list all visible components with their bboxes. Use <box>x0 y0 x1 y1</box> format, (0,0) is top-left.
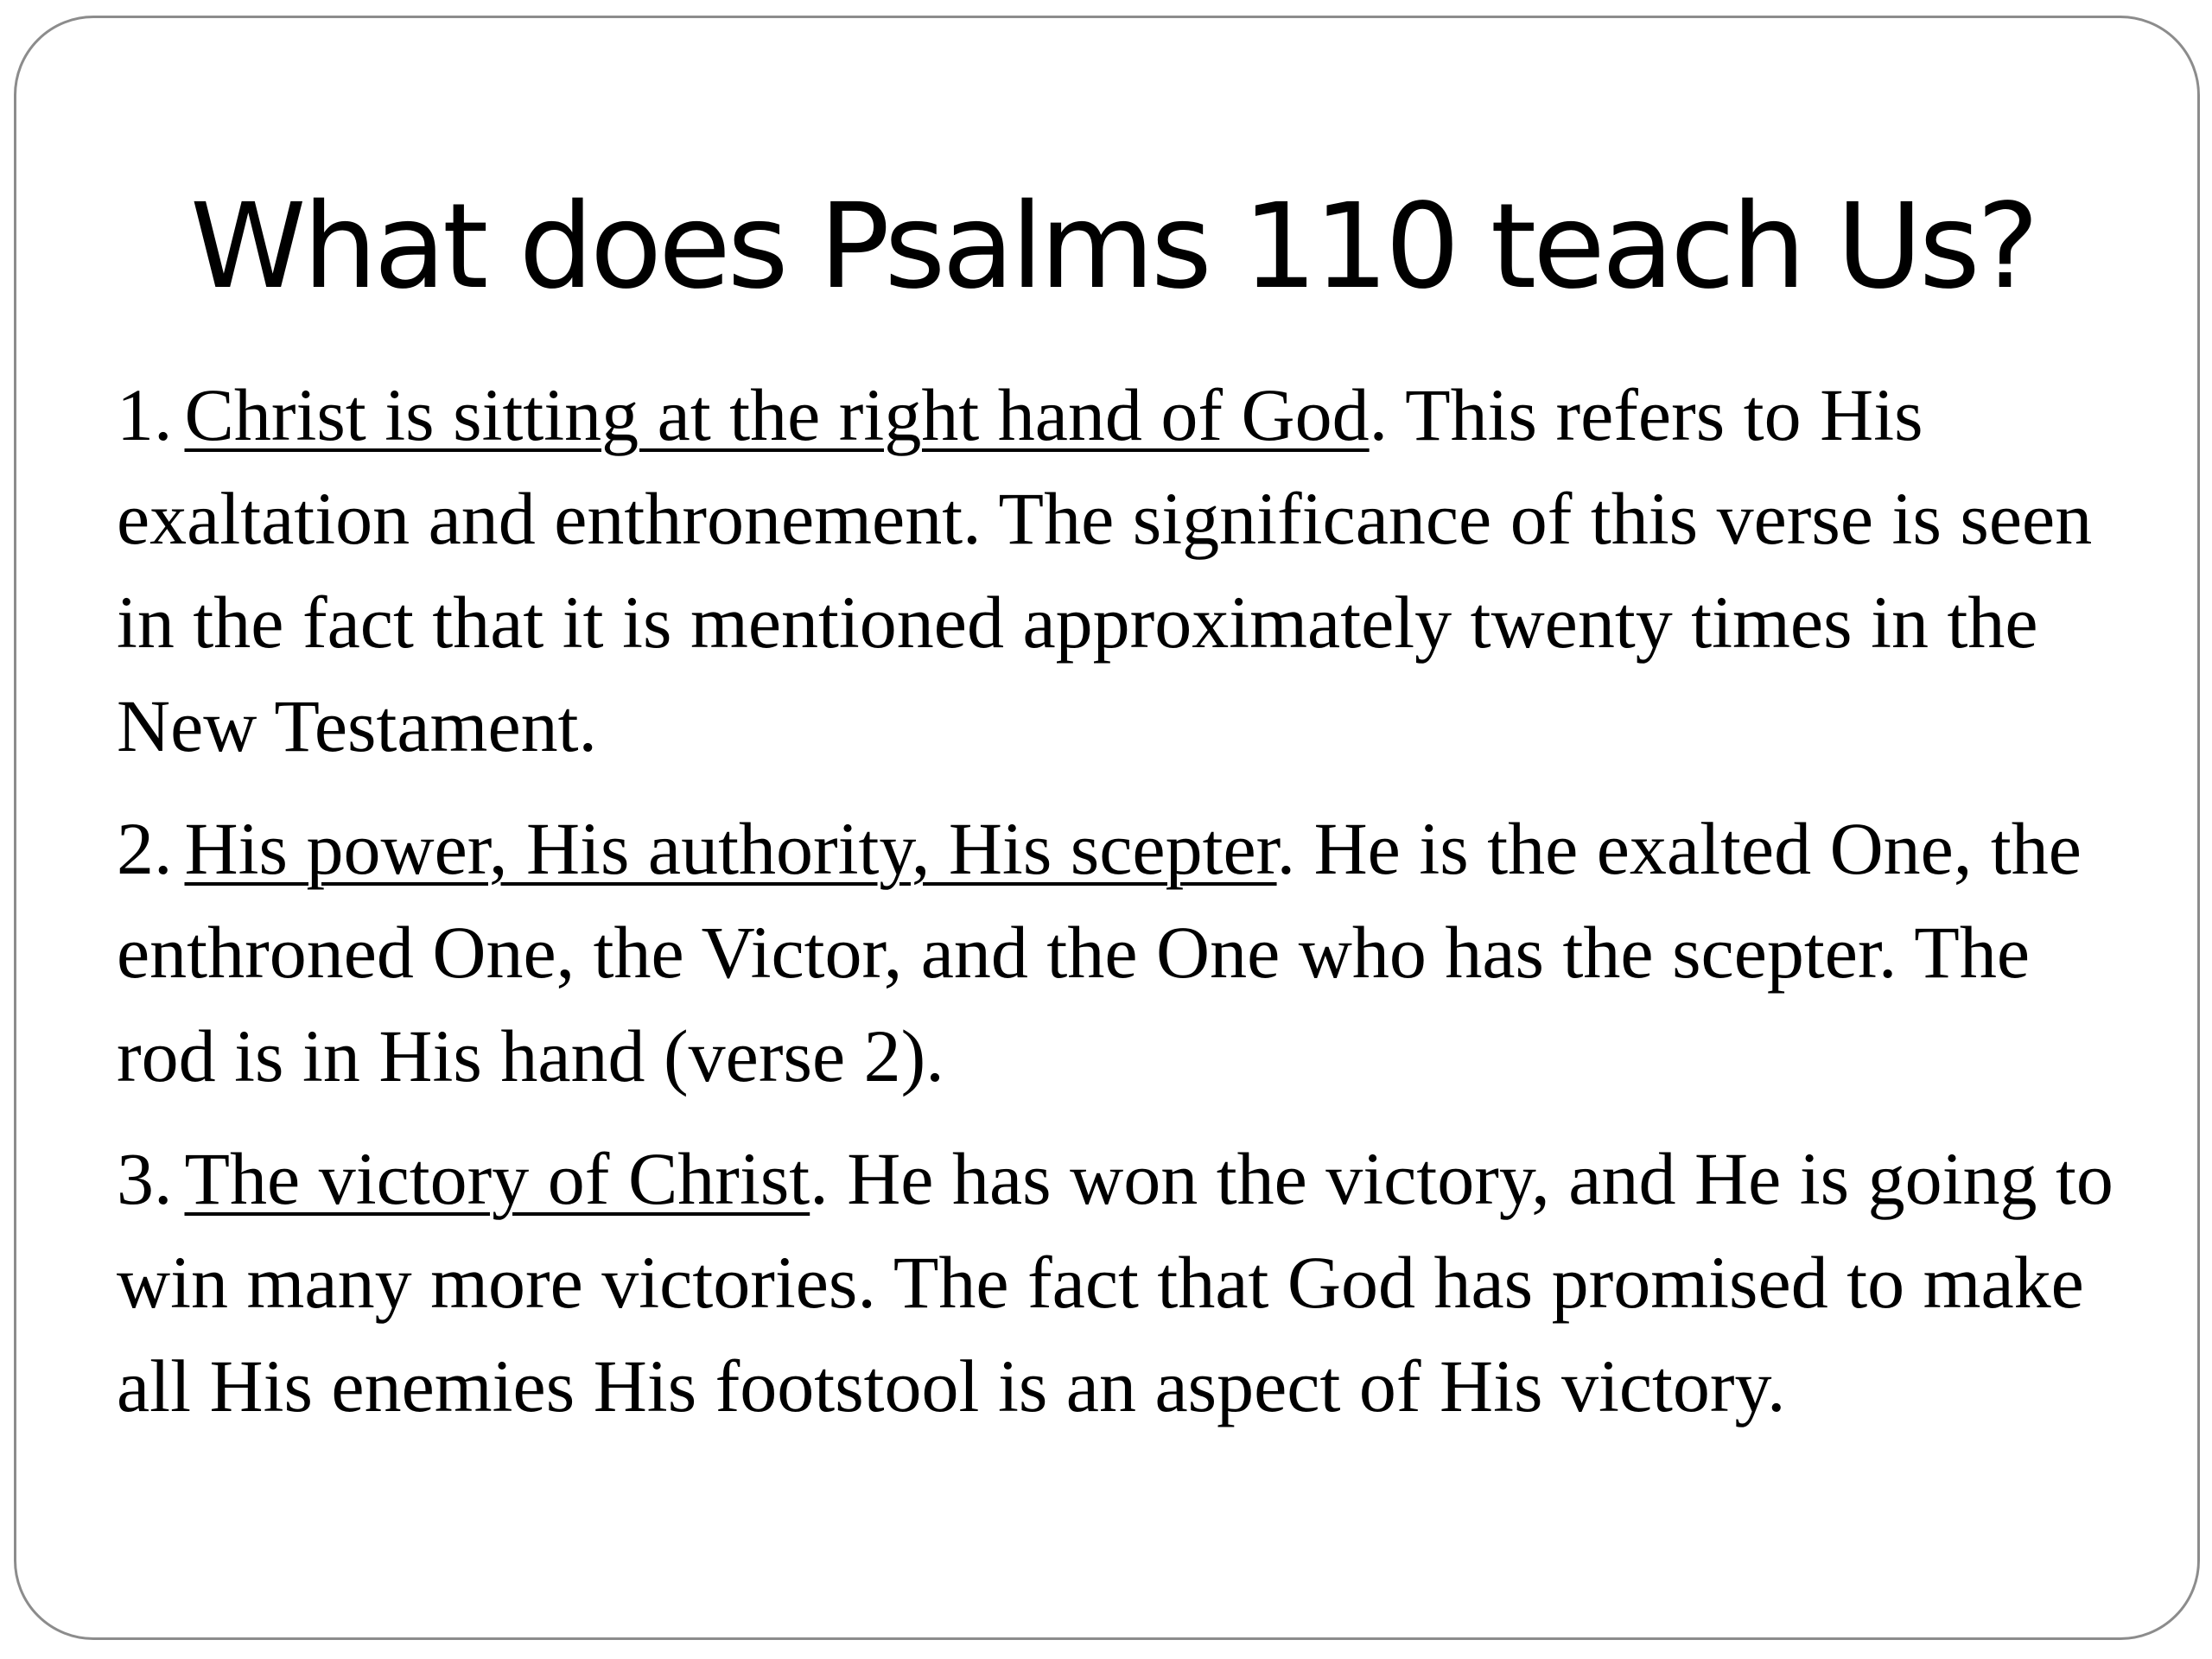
point-number: 3. <box>117 1137 173 1220</box>
point-body: . He has won the victory, and He is going to win many more victories. The fact that God has promised to make all His enemies His footstool is an aspect of His victory. <box>117 1137 2113 1427</box>
slide-content <box>117 363 2147 1457</box>
point-body: . He is the exalted One, the enthroned One, the Victor, and the One who has the scepter. The rod is in His hand (verse 2). <box>117 807 2082 1097</box>
point-heading: The victory of Christ <box>184 1137 810 1220</box>
point-heading: Christ is sitting at the right hand of God <box>184 373 1370 456</box>
point-3 <box>117 1127 2147 1438</box>
point-body: . This refers to His exaltation and enthronement. The significance of this verse is seen in the fact that it is mentioned approximately twenty times in the New Testament. <box>117 373 2093 767</box>
point-number: 2. <box>117 807 173 890</box>
slide-title: What does Psalms 110 teach Us? <box>190 179 2036 315</box>
point-number: 1. <box>117 373 173 456</box>
point-heading: His power, His authority, His scepter <box>184 807 1277 890</box>
point-2 <box>117 797 2147 1108</box>
point-1 <box>117 363 2147 778</box>
